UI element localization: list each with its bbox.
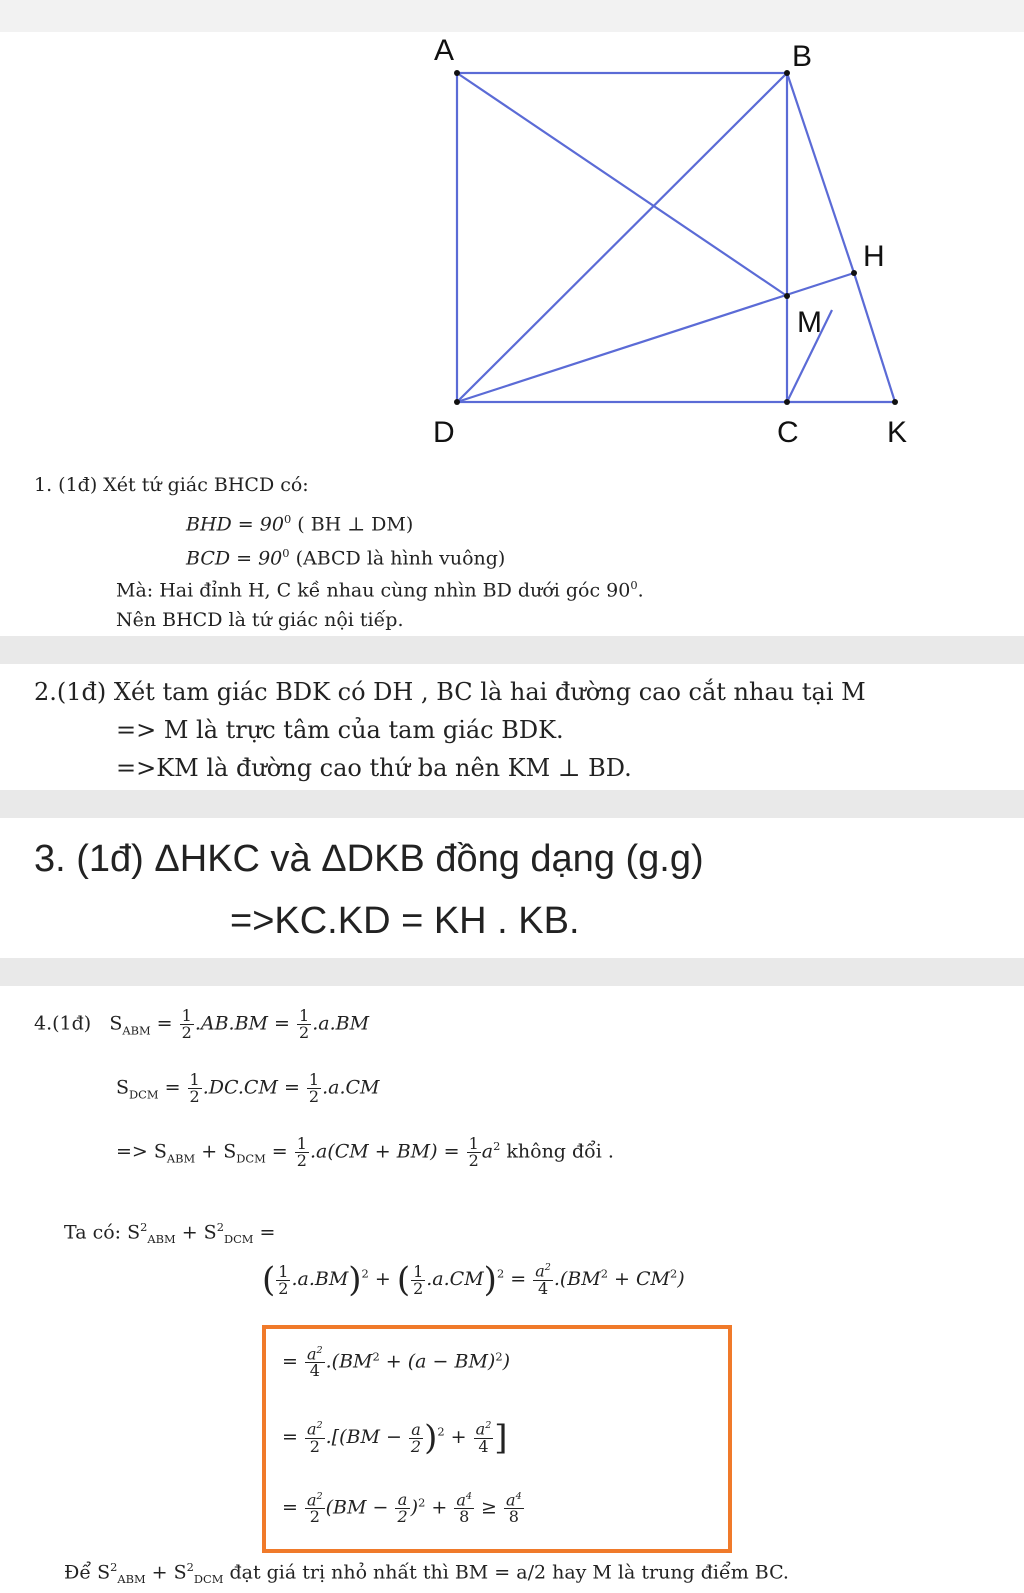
part3-line2: =>KC.KD = KH . KB. — [230, 900, 580, 942]
segment-bh — [787, 73, 854, 273]
fraction-half: $\frac{1}{2}$ — [189, 1070, 200, 1106]
part2-line2: => M là trực tâm của tam giác BDK. — [116, 716, 564, 744]
fraction-half: $\frac{1}{2}$ — [299, 1006, 310, 1042]
segment-bd — [457, 73, 787, 402]
separator — [0, 958, 1024, 986]
box-line-3: = $\frac{a^2}{2}$ (BM − $\frac{a}{2}$ )$^2$ + $\frac{a^4}{8}$ ≥ $\frac{a^4}{8}$ — [282, 1490, 522, 1527]
segment-hk — [854, 273, 895, 402]
fraction-a2-over-2: $\frac{a^2}{2}$ — [306, 1490, 323, 1527]
part1-eq2: BCD = $90^0$ (ABCD là hình vuông) — [186, 546, 506, 570]
label-k: K — [887, 416, 908, 449]
fraction-half: $\frac{1}{2}$ — [181, 1006, 192, 1042]
segment-dh — [457, 273, 854, 402]
part1-eq1: BHD = $90^0$ ( BH ⊥ DM) — [186, 512, 414, 536]
part4-eqB: $S_{DCM}$ = $\frac{1}{2}$ .DC.CM = $\frac{1}{2}$ .a.CM — [116, 1070, 380, 1106]
part4-conclusion: Để $S^2_{ABM} + S^2_{DCM}$ đạt giá trị nhỏ nhất thì BM = a/2 hay M là trung điểm BC. — [64, 1560, 789, 1587]
fraction-half: $\frac{1}{2}$ — [413, 1261, 424, 1298]
segment-am — [457, 73, 787, 296]
fraction-a2-over-4: $\frac{a^2}{4}$ — [535, 1261, 551, 1298]
fraction-a4-over-8: $\frac{a^4}{8}$ — [506, 1490, 522, 1527]
separator — [0, 636, 1024, 664]
fraction-half: $\frac{1}{2}$ — [296, 1134, 307, 1170]
geometry-figure — [0, 32, 1024, 462]
part1-line3: Mà: Hai đỉnh H, C kề nhau cùng nhìn BD dưới góc $90^0$. — [116, 578, 644, 602]
fraction-a2-over-4: $\frac{a^2}{4}$ — [475, 1419, 492, 1456]
part1-intro: 1. (1đ) Xét tứ giác BHCD có: — [34, 474, 309, 496]
fraction-half: $\frac{1}{2}$ — [278, 1261, 289, 1298]
label-d: D — [433, 416, 455, 449]
top-bar — [0, 0, 1024, 32]
label-h: H — [863, 240, 885, 273]
fraction-a-over-2: $\frac{a}{2}$ — [397, 1490, 408, 1527]
fraction-a4-over-8: $\frac{a^4}{8}$ — [456, 1490, 472, 1527]
part4-eqA: 4.(1đ) $S_{ABM}$ = $\frac{1}{2}$ .AB.BM = $\frac{1}{2}$ .a.BM — [34, 1006, 370, 1042]
separator — [0, 790, 1024, 818]
part1-line4: Nên BHCD là tứ giác nội tiếp. — [116, 609, 404, 631]
part3-line1: 3. (1đ) ΔHKC và ΔDKB đồng dạng (g.g) — [34, 838, 704, 880]
fraction-a2-over-2: $\frac{a^2}{2}$ — [306, 1419, 323, 1456]
fraction-half: $\frac{1}{2}$ — [468, 1134, 479, 1170]
part4-eqC: => $S_{ABM} + S_{DCM}$ = $\frac{1}{2}$ .a(CM + BM) = $\frac{1}{2}$ $a^2$ không đổi . — [116, 1134, 614, 1170]
box-line-1: = $\frac{a^2}{4}$ $.(BM^2 + (a - BM)^2)$ — [282, 1344, 510, 1381]
fraction-a2-over-4: $\frac{a^2}{4}$ — [306, 1344, 323, 1381]
label-c: C — [777, 416, 799, 449]
part4-taco: Ta có: $S^2_{ABM} + S^2_{DCM}$ = — [64, 1220, 276, 1247]
fraction-a-over-2: $\frac{a}{2}$ — [410, 1419, 422, 1456]
label-a: A — [434, 34, 455, 67]
part2-line3: =>KM là đường cao thứ ba nên KM ⊥ BD. — [116, 754, 632, 782]
part2-line1: 2.(1đ) Xét tam giác BDK có DH , BC là hai đường cao cắt nhau tại M — [34, 678, 866, 706]
fraction-half: $\frac{1}{2}$ — [308, 1070, 320, 1106]
label-m: M — [797, 306, 822, 339]
box-line-2: = $\frac{a^2}{2}$ .[(BM − $\frac{a}{2}$ )$^2$ + $\frac{a^2}{4}$ ] — [282, 1418, 508, 1458]
part4-expand-row: ( $\frac{1}{2}$ .a.BM)$^2$ + ( $\frac{1}{2}$ .a.CM)$^2$ = $\frac{a^2}{4}$ $.(BM^2 + CM^2)$ — [262, 1260, 685, 1300]
label-b: B — [792, 40, 813, 73]
